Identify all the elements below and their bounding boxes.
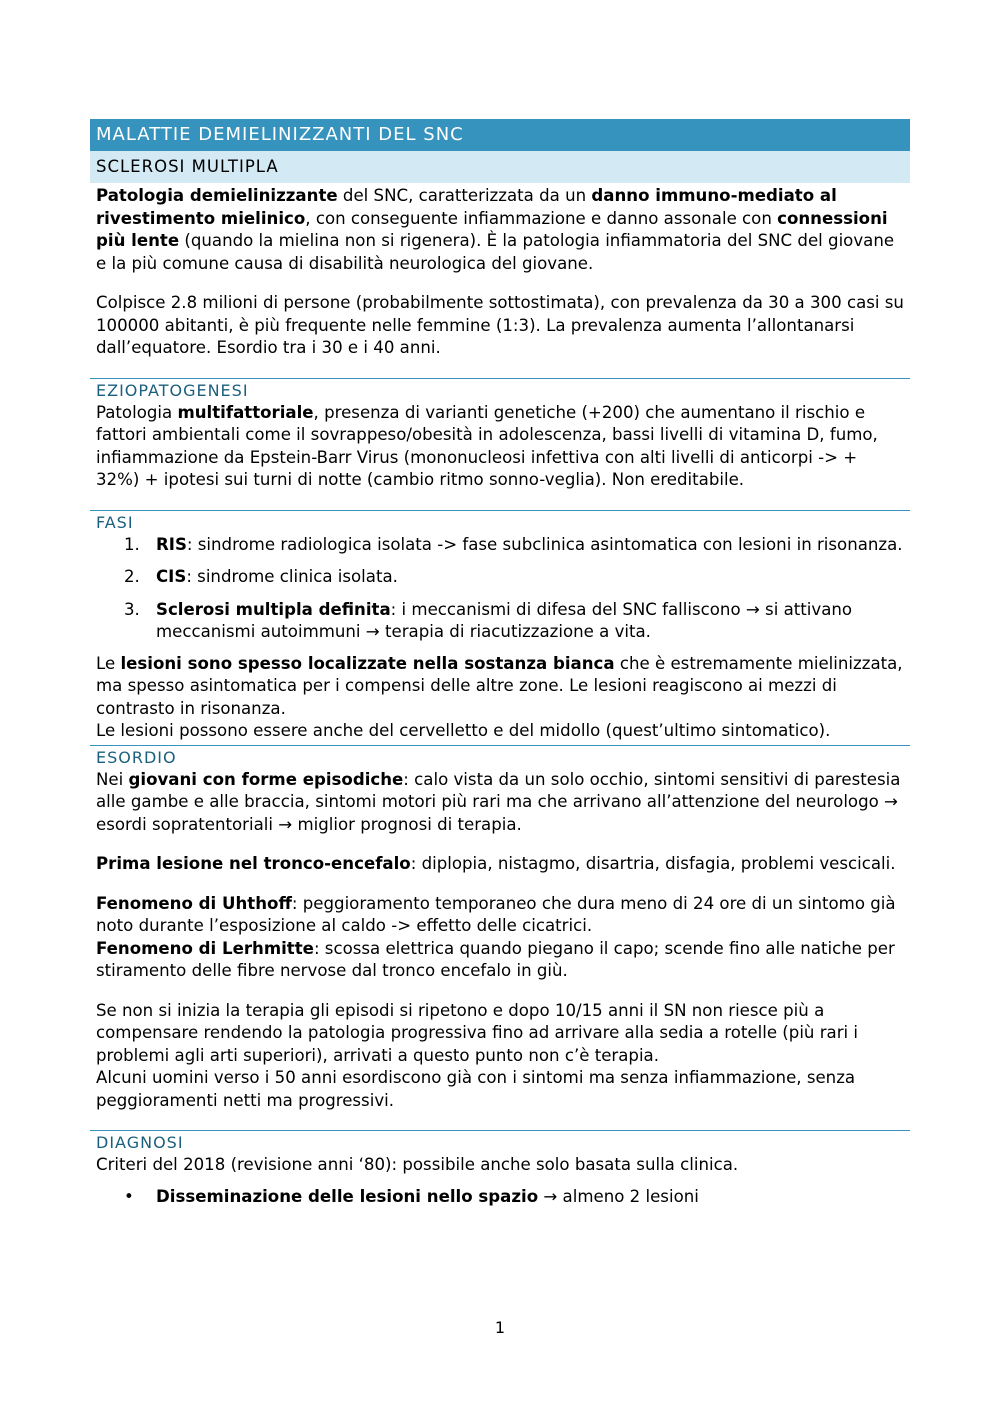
page-number: 1	[494, 1318, 506, 1337]
text: : peggioramento temporaneo che dura meno di 24 ore di un sintomo già noto durante l’esposizione al caldo -> effetto delle cicatrici.	[96, 893, 896, 935]
text: , con conseguente infiammazione e danno assonale con	[305, 208, 778, 228]
page-title: MALATTIE DEMIELINIZZANTI DEL SNC	[90, 119, 910, 151]
text: Patologia	[96, 402, 178, 422]
list-item	[90, 599, 910, 644]
text: Nei	[96, 769, 129, 789]
bold-text: Fenomeno di Uhthoff	[96, 893, 292, 913]
document-body	[90, 119, 910, 1218]
text: : diplopia, nistagmo, disartria, disfagia, problemi vescicali.	[410, 854, 896, 873]
intro-paragraph-2: Colpisce 2.8 milioni di persone (probabilmente sottostimata), con prevalenza da 30 a 300 casi su 100000 abitanti, è più frequente nelle femmine (1:3). La prevalenza aumenta l’allontanarsi dall’equatore. Esordio tra i 30 e i 40 anni.	[96, 293, 904, 357]
diagnosi-list	[90, 1186, 910, 1209]
text: : sindrome radiologica isolata -> fase subclinica asintomatica con lesioni in risonanza.	[186, 534, 903, 554]
text: , presenza di varianti genetiche (+200) che aumentano il rischio e fattori ambientali come il sovrappeso/obesità in adolescenza, bassi livelli di vitamina D, fumo, infiammazione da Epstein-Barr Virus (mononucleosi infettiva con alti livelli di anticorpi -> + 32%) + ipotesi sui turni di notte (cambio ritmo sonno-veglia). Non ereditabile.	[96, 402, 878, 489]
text: : scossa elettrica quando piegano il capo; scende fino alle natiche per stiramento delle fibre nervose dal tronco encefalo in giù.	[96, 938, 895, 980]
fasi-list	[90, 534, 910, 644]
esordio-paragraph-3b	[90, 938, 910, 983]
esordio-paragraph-2	[90, 853, 910, 876]
bold-text: Fenomeno di Lerhmitte	[96, 938, 314, 958]
text: (quando la mielina non si rigenera). È la patologia infiammatoria del SNC del giovane e la più comune causa di disabilità neurologica del giovane.	[96, 231, 895, 273]
diagnosi-intro: Criteri del 2018 (revisione anni ‘80): possibile anche solo basata sulla clinica.	[96, 1155, 739, 1174]
text: : sindrome clinica isolata.	[186, 567, 398, 586]
page-subtitle: SCLEROSI MULTIPLA	[90, 151, 910, 183]
bold-text: Patologia demielinizzante	[96, 186, 338, 205]
intro-paragraph-1	[90, 185, 910, 275]
eziopatogenesi-paragraph	[90, 402, 910, 492]
text: del SNC, caratterizzata da un	[337, 186, 592, 205]
bold-text: Prima lesione nel tronco-encefalo	[96, 854, 411, 873]
bold-text: giovani con forme episodiche	[128, 769, 404, 789]
bold-text: lesioni sono spesso localizzate nella sostanza bianca	[120, 653, 615, 673]
list-item	[90, 534, 910, 557]
list-item	[90, 1186, 910, 1209]
section-heading-eziopatogenesi: EZIOPATOGENESI	[90, 378, 910, 402]
esordio-paragraph-3	[90, 893, 910, 938]
bold-text: RIS	[156, 534, 187, 554]
esordio-paragraph-4: Se non si inizia la terapia gli episodi si ripetono e dopo 10/15 anni il SN non riesce più a compensare rendendo la patologia progressiva fino ad arrivare alla sedia a rotelle (più rari i problemi agli arti superiori), arrivati a questo punto non c’è terapia.	[96, 1000, 859, 1065]
bold-text: connessioni più lente	[96, 208, 888, 250]
text: : i meccanismi di difesa del SNC falliscono → si attivano meccanismi autoimmuni → terapia di riacutizzazione a vita.	[156, 599, 853, 641]
bullet-icon: •	[124, 1186, 134, 1206]
bold-text: CIS	[156, 567, 187, 586]
text: → almeno 2 lesioni	[538, 1186, 699, 1206]
section-heading-esordio: ESORDIO	[90, 745, 910, 769]
esordio-paragraph-1	[90, 769, 910, 837]
fasi-paragraph	[90, 653, 910, 721]
esordio-paragraph-4b: Alcuni uomini verso i 50 anni esordiscono già con i sintomi ma senza infiammazione, senza peggioramenti netti ma progressivi.	[96, 1068, 856, 1110]
fasi-paragraph-line: Le lesioni possono essere anche del cervelletto e del midollo (quest’ultimo sintomatico).	[96, 721, 831, 740]
list-number: 3.	[124, 599, 140, 619]
text: : calo vista da un solo occhio, sintomi sensitivi di parestesia alle gambe e alle braccia, sintomi motori più rari ma che arrivano all’attenzione del neurologo → esordi sopratentoriali → miglior prognosi di terapia.	[96, 769, 901, 834]
bold-text: Sclerosi multipla definita	[156, 599, 391, 619]
section-heading-fasi: FASI	[90, 510, 910, 534]
list-item	[90, 566, 910, 589]
list-number: 1.	[124, 534, 140, 554]
text: Le	[96, 653, 121, 673]
bold-text: multifattoriale	[177, 402, 314, 422]
section-heading-diagnosi: DIAGNOSI	[90, 1130, 910, 1154]
text: che è estremamente mielinizzata, ma spesso asintomatica per i compensi delle altre zone. Le lesioni reagiscono ai mezzi di contrasto in risonanza.	[96, 653, 903, 718]
bold-text: Disseminazione delle lesioni nello spazio	[156, 1186, 539, 1206]
list-number: 2.	[124, 567, 140, 586]
bold-text: danno immuno-mediato al rivestimento mielinico	[96, 186, 837, 228]
